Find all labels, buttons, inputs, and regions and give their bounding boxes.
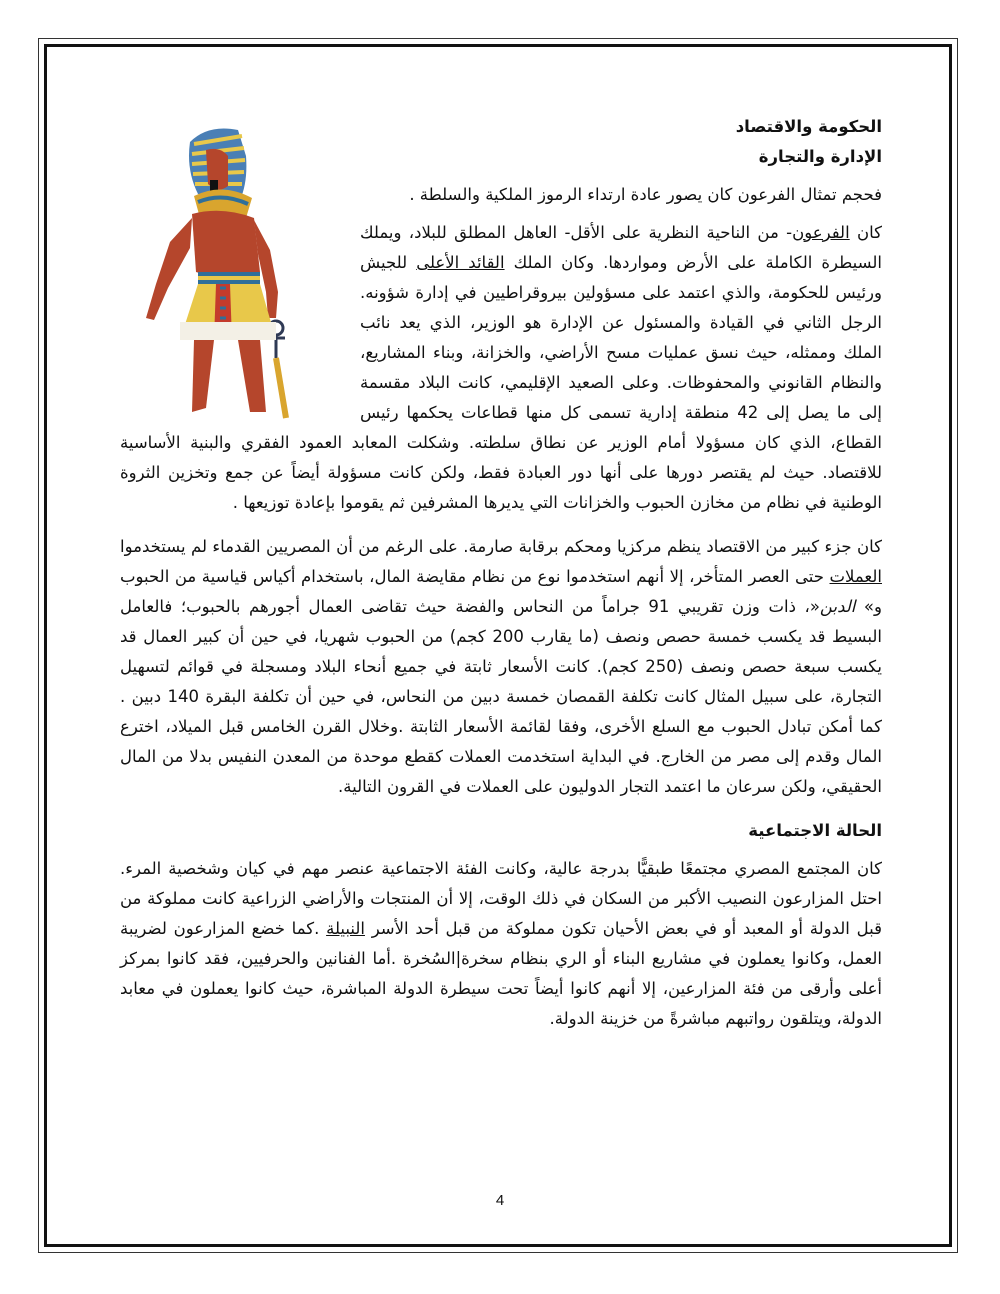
paragraph-society [120,854,882,1034]
figure-caption: فحجم تمثال الفرعون كان يصور عادة ارتداء الرموز الملكية والسلطة . [409,185,882,204]
para2-text-middle: حتى العصر المتأخر، إلا أنهم استخدموا نوع من نظام مقايضة المال، باستخدام أكياس قياسية من الحبوب و» [120,567,882,616]
deben-term: الدبن [819,597,856,616]
para3-text-end: .كما خضع المزارعون لضريبة العمل، وكانوا يعملون في مشاريع البناء أو الري بنظام سخرة|السُخرة .أما الفنانين والحرفيين، فقد كانوا بمركز أعلى وأرقى من فئة المزارعين، إلا أنهم كانوا أيضاً تحت سيطرة الدولة المباشرة، حيث كانوا يعملون في معابد الدولة، ويتلقون رواتبهم مباشرةً من خزينة الدولة. [120,919,882,1028]
noble-link[interactable]: النبيلة [326,919,365,938]
heading-social-status: الحالة الاجتماعية [748,821,882,840]
document-body [120,112,882,1034]
para1-text-middle: - من الناحية النظرية على الأقل- العاهل المطلق للبلاد، ويملك السيطرة الكاملة على الأرض ومواردها. وكان الملك [360,223,882,272]
para2-text-start: كان جزء كبير من الاقتصاد ينظم مركزيا ومحكم برقابة صارمة. على الرغم من أن المصريين القدماء لم يستخدموا [120,537,882,556]
supreme-commander-link[interactable]: القائد الأعلى [416,253,505,272]
para3-text-start: كان المجتمع المصري مجتمعًا طبقيًّا بدرجة عالية، وكانت الفئة الاجتماعية عنصر مهم في كيان وشخصية المرء. احتل المزارعون النصيب الأكبر من السكان في ذلك الوقت، إلا أن المنتجات والأراضي الزراعية كانت مملوكة من قبل الدولة أو المعبد أو في بعض الأحيان تكون مملوكة من قبل أحد الأسر [120,859,882,938]
heading-government-economy: الحكومة والاقتصاد [735,117,882,136]
pharaoh-illustration [120,122,338,422]
currencies-link[interactable]: العملات [829,567,882,586]
para1-text-end: للجيش ورئيس للحكومة، والذي اعتمد على مسؤولين بيروقراطيين في إدارة شؤونه. الرجل الثاني في القيادة والمسئول عن الإدارة هو الوزير، الذي يعد نائب الملك وممثله، حيث نسق عمليات مسح الأراضي، والخزانة، وبناء المشاريع، والنظام القانوني والمحفوظات. وعلى الصعيد الإقليمي، كانت البلاد مقسمة إلى ما يصل إلى 42 منطقة إدارية تسمى كل منها قطاعات يحكمها رئيس القطاع، الذي كان مسؤولا أمام الوزير عن نطاق سلطته. وشكلت المعابد العمود الفقري والبنية الأساسية للاقتصاد. حيث لم يقتصر دورها على أنها دور العبادة فقط، ولكن كانت مسؤولة أيضاً عن جمع وتخزين الثروة الوطنية في نظام من مخازن الحبوب والخزانات التي يديرها المشرفين ثم يقوموا بإعادة توزيعها . [120,253,882,512]
heading-administration-trade: الإدارة والتجارة [758,147,882,166]
paragraph-economy [120,532,882,802]
page-number: 4 [495,1192,505,1209]
para1-text-start: كان [849,223,882,242]
pharaoh-link[interactable]: الفرعون [792,223,850,242]
para2-text-end: «، ذات وزن تقريبي 91 جراماً من النحاس والفضة حيث تقاضى العمال أجورهم بالحبوب؛ فالعامل البسيط قد يكسب خمسة حصص ونصف (ما يقارب 200 كجم) من الحبوب شهريا، في حين أن كبير العمال قد يكسب سبعة حصص ونصف (250 كجم). كانت الأسعار ثابتة في جميع أنحاء البلاد ومسجلة في قوائم لتسهيل التجارة، على سبيل المثال كانت تكلفة القمصان خمسة دبين من النحاس، في حين أن تكلفة البقرة 140 دبين . كما أمكن تبادل الحبوب مع السلع الأخرى، وفقا لقائمة الأسعار الثابتة .وخلال القرن الخامس قبل الميلاد، اخترع المال وقدم إلى مصر من الخارج. في البداية استخدمت العملات كقطع موحدة من المعدن النفيس بدلا من المال الحقيقي، ولكن سرعان ما اعتمد التجار الدوليون على العملات في القرون التالية. [120,597,883,796]
